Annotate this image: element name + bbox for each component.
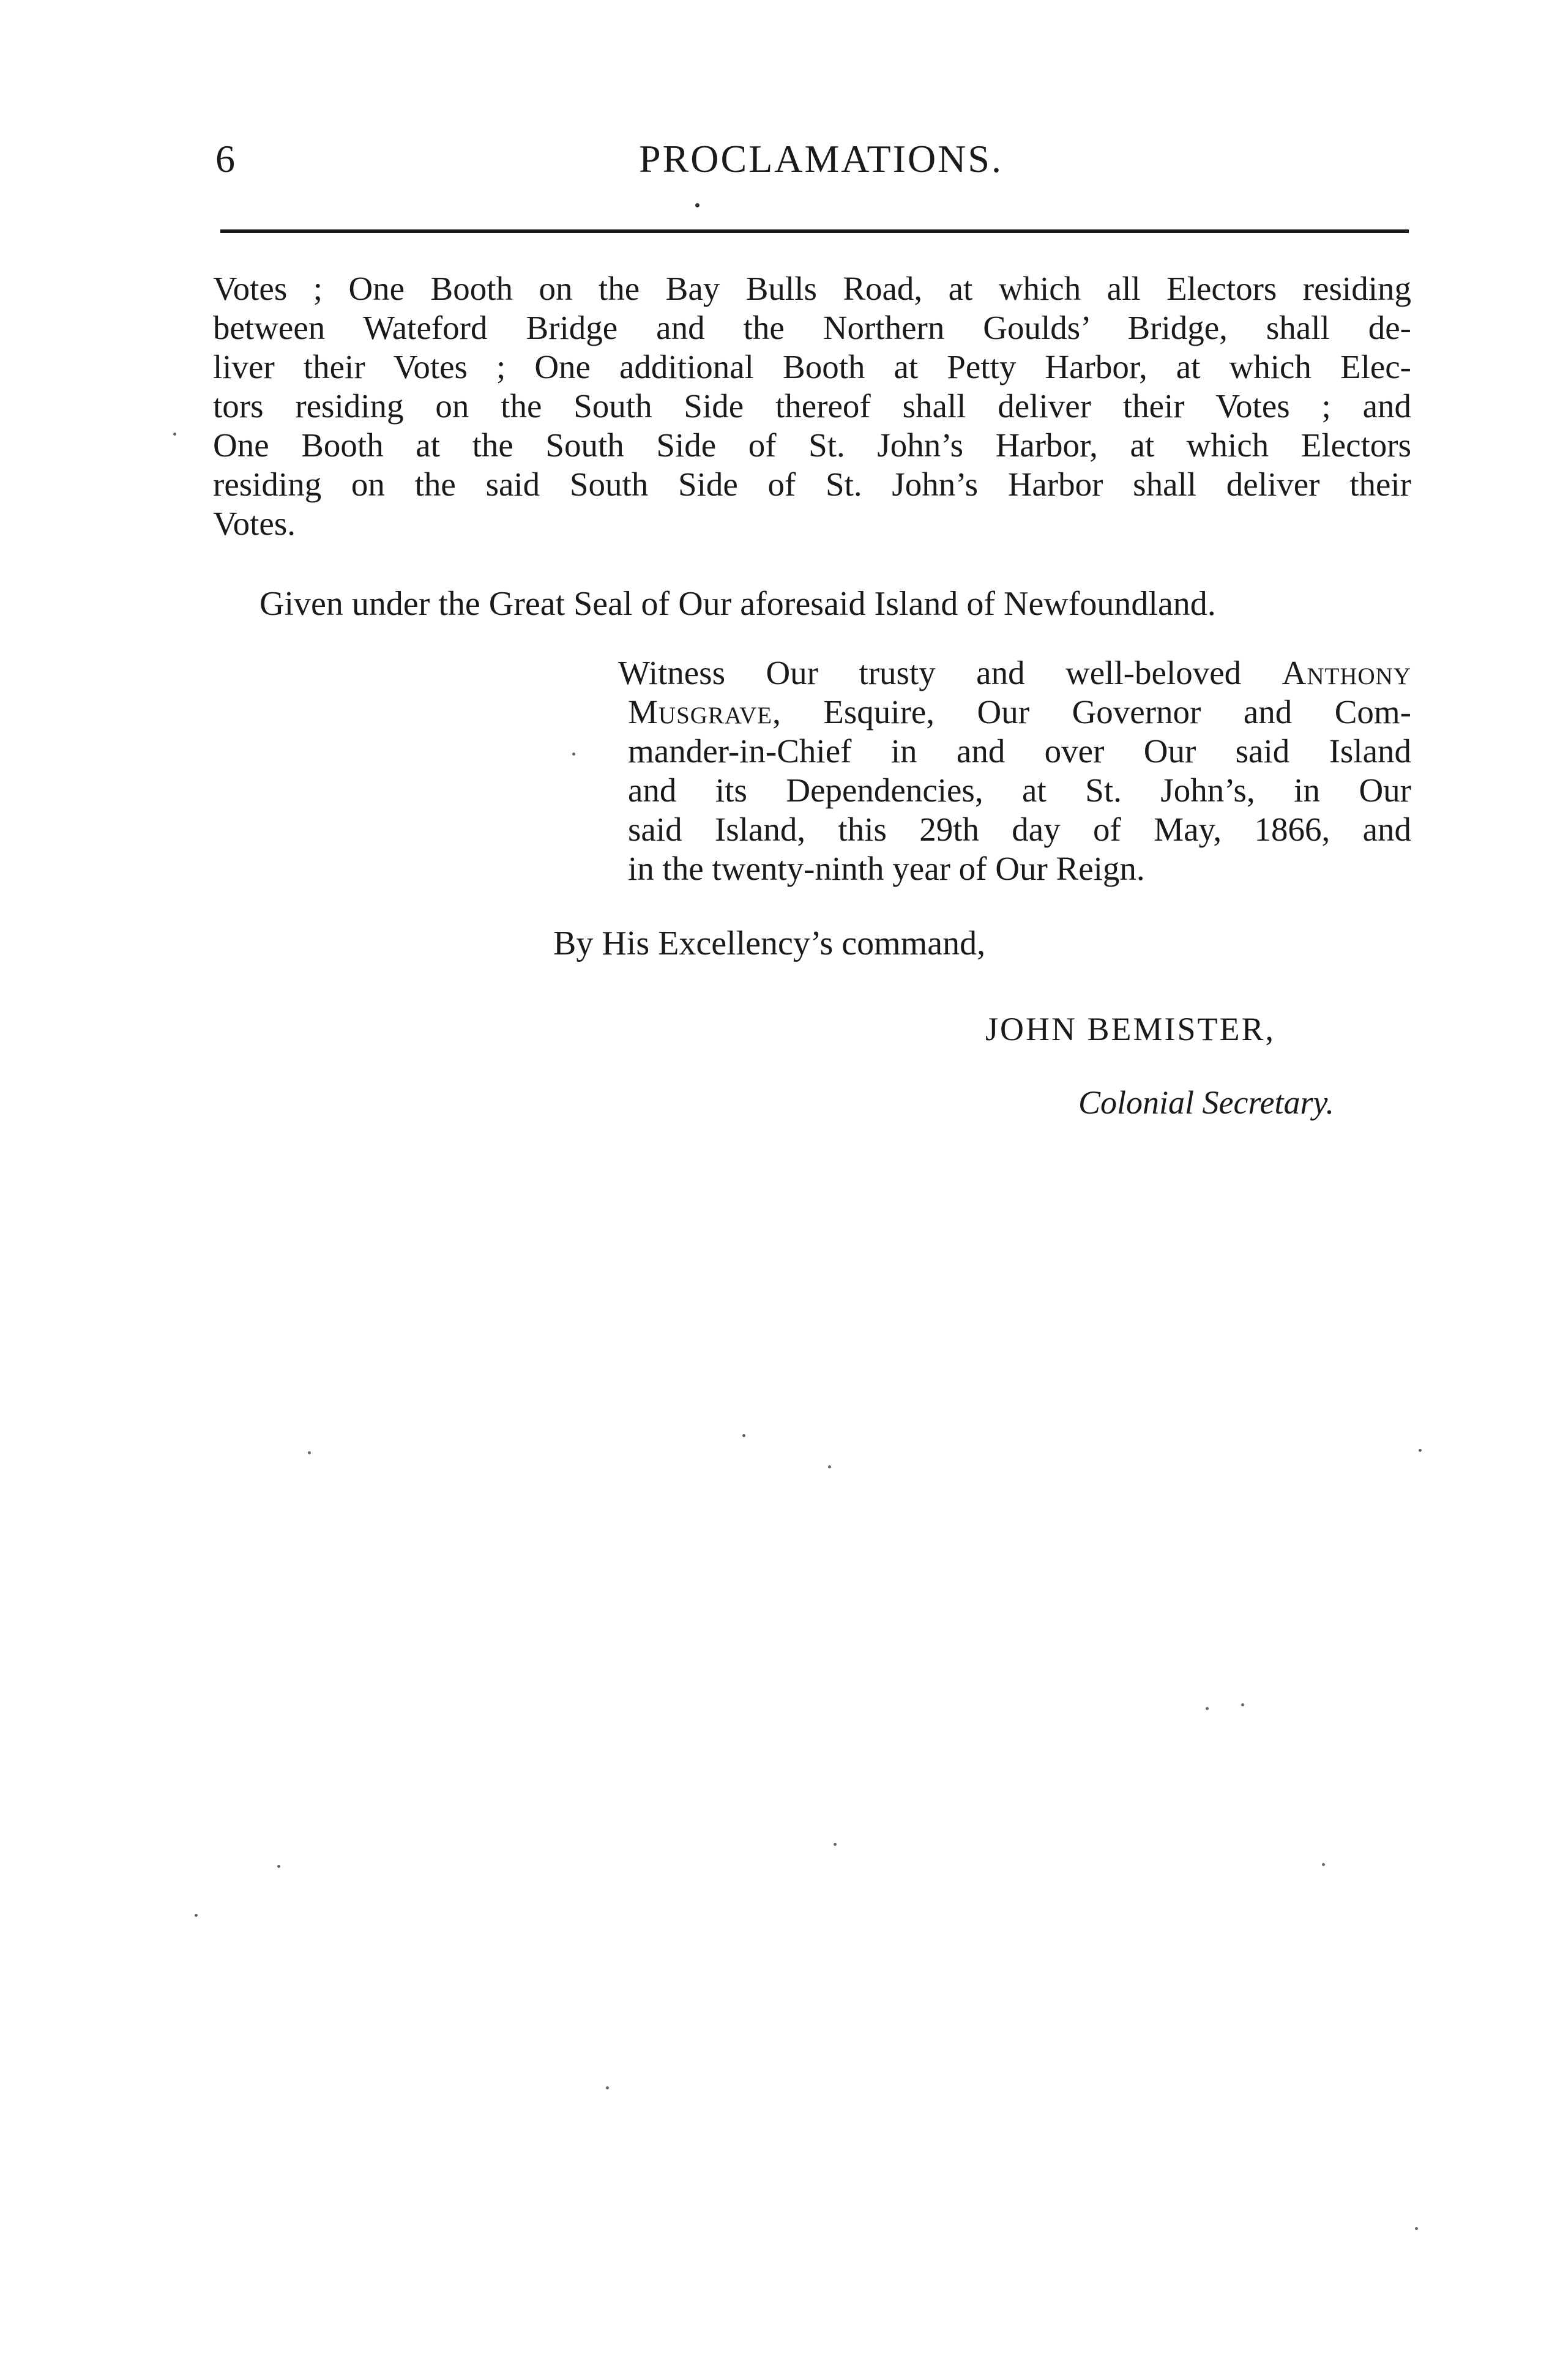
scan-speck: [308, 1451, 311, 1454]
witness-line: said Island, this 29th day of May, 1866, and: [628, 811, 1411, 848]
body-line: residing on the said South Side of St. John’s Harbor shall deliver their: [213, 466, 1411, 503]
witness-line: in the twenty-ninth year of Our Reign.: [628, 850, 1145, 887]
scan-speck: [1415, 2227, 1418, 2230]
body-line: Votes ; One Booth on the Bay Bulls Road, at which all Electors residing: [213, 270, 1411, 307]
witness-line: [618, 693, 1411, 732]
running-title: PROCLAMATIONS.: [639, 137, 1003, 180]
witness-line: [618, 653, 1411, 693]
scan-speck: [277, 1865, 280, 1868]
header-rule: [220, 229, 1409, 233]
governor-last-name: Musgrave: [628, 693, 773, 731]
witness-line-text: , Esquire, Our Governor and Com-: [772, 693, 1411, 731]
body-line: tors residing on the South Side thereof shall deliver their Votes ; and: [213, 387, 1411, 425]
witness-line: and its Dependencies, at St. John’s, in Our: [628, 772, 1411, 809]
signatory-name: JOHN BEMISTER,: [985, 1011, 1276, 1047]
page-number: 6: [215, 137, 235, 180]
scan-speck: [742, 1434, 745, 1437]
governor-first-name: Anthony: [1282, 654, 1411, 691]
scan-speck: [195, 1914, 198, 1917]
scan-speck: [606, 2086, 609, 2089]
given-under-seal: Given under the Great Seal of Our aforesaid Island of Newfoundland.: [259, 585, 1216, 623]
scan-speck: [1322, 1863, 1325, 1866]
body-line: One Booth at the South Side of St. John’s Harbor, at which Electors: [213, 426, 1411, 464]
scan-speck: [572, 753, 575, 756]
body-line: between Wateford Bridge and the Northern Goulds’ Bridge, shall de-: [213, 309, 1411, 346]
scan-speck: [1419, 1449, 1422, 1452]
witness-line: mander-in-Chief in and over Our said Island: [628, 732, 1411, 770]
witness-line-text: Witness Our trusty and well-beloved: [618, 654, 1242, 691]
witness-clause: [618, 653, 1411, 888]
scan-speck: [1241, 1703, 1244, 1706]
body-line: Votes.: [213, 505, 296, 542]
command-line: By His Excellency’s command,: [553, 924, 986, 962]
header-dot: [695, 203, 700, 207]
signatory-title: Colonial Secretary.: [1078, 1084, 1334, 1121]
scan-speck: [828, 1465, 831, 1468]
body-paragraph: [213, 269, 1411, 543]
body-line: liver their Votes ; One additional Booth at Petty Harbor, at which Elec-: [213, 348, 1411, 385]
scan-speck: [1206, 1707, 1209, 1710]
scan-speck: [173, 433, 176, 436]
scan-speck: [834, 1843, 837, 1846]
